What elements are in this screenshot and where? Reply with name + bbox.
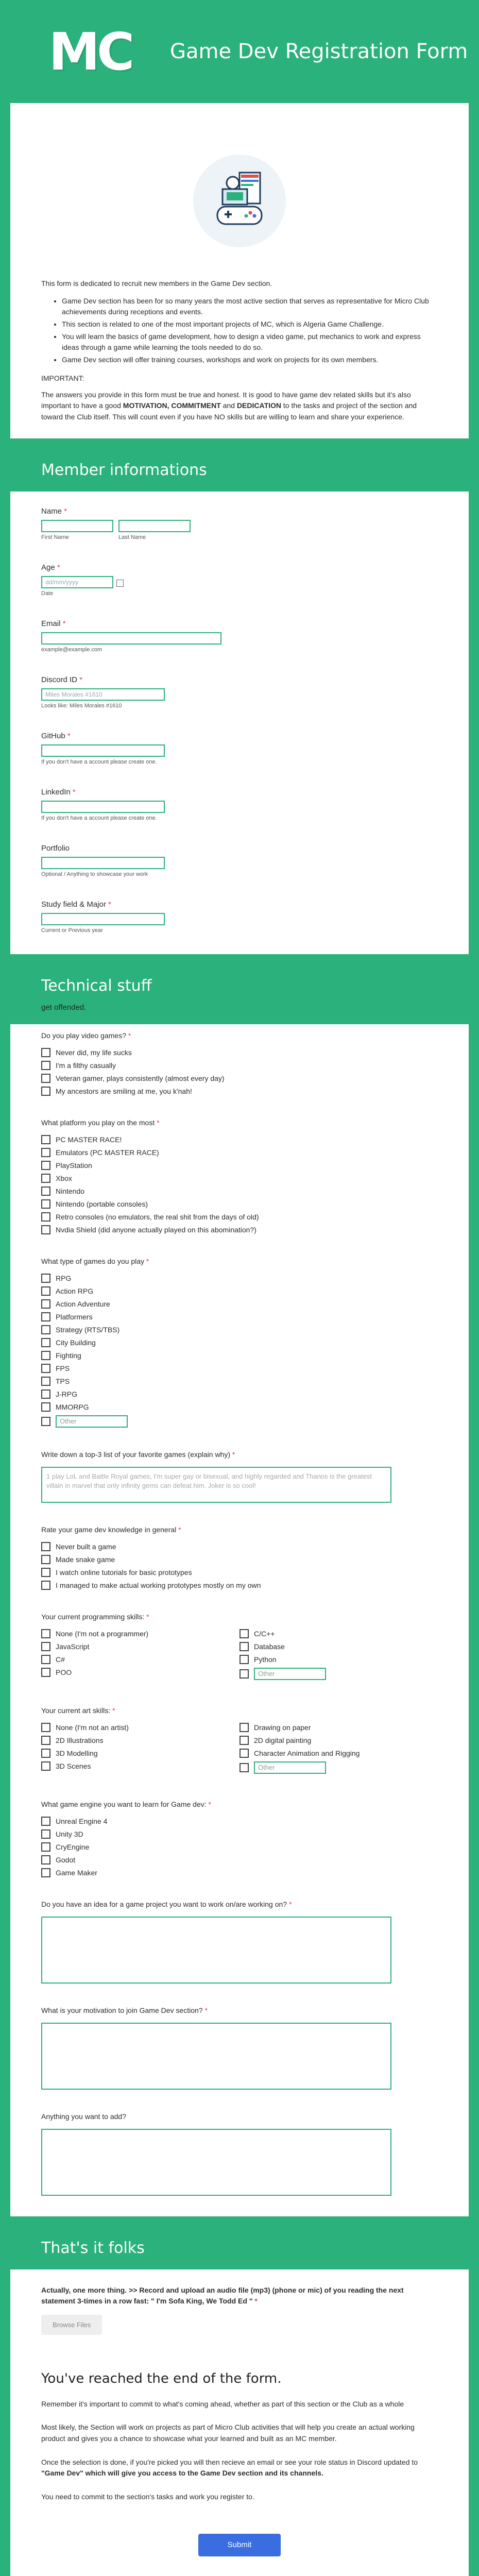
end-paragraph [41, 2457, 438, 2479]
option-label: 3D Scenes [56, 1761, 91, 1770]
name-row [41, 520, 438, 540]
checkbox-option[interactable] [41, 1829, 438, 1839]
option-label: FPS [56, 1364, 70, 1372]
intro-bullets [62, 296, 438, 366]
other-input[interactable]: Other [254, 1761, 326, 1774]
intro-bullet: • You will learn the basics of game development, how to design a video game, put mechanics to work and express ideas through a game while learning the tools needed to do so. [62, 331, 438, 353]
checkbox-option[interactable] [41, 1817, 438, 1826]
required-mark: * [108, 900, 111, 909]
checkbox[interactable] [41, 1842, 50, 1852]
question-text: Your current art skills: [41, 1706, 111, 1715]
checkbox-option[interactable] [41, 1274, 438, 1283]
option-label: Xbox [56, 1174, 72, 1182]
checkbox-option[interactable] [41, 1351, 438, 1360]
question-label [41, 1613, 438, 1621]
q-project-idea [41, 1900, 438, 1984]
checkbox[interactable] [41, 1087, 50, 1096]
left-col [41, 1723, 239, 1777]
q-engine [41, 1800, 438, 1877]
checkbox[interactable] [41, 1148, 50, 1157]
label-text: GitHub [41, 731, 65, 740]
checkbox-option[interactable] [41, 1212, 438, 1222]
field-label [41, 732, 438, 740]
gamedev-badge-icon [193, 155, 286, 247]
question-text: Do you have an idea for a game project you want to work on/are working on? [41, 1900, 287, 1908]
question-label [41, 1257, 438, 1265]
anything-else-textarea[interactable] [41, 2129, 391, 2196]
first-name-col [41, 520, 113, 540]
end-text-part: Once the selection is done, if you're picked you will then recieve an email or see your role status in Discord updated to [41, 2458, 418, 2466]
required-mark: * [67, 731, 71, 740]
checkbox[interactable] [41, 1199, 50, 1209]
important-text-part: to the tasks and project of the section and toward the Club itself. This will count even if you have NO skills but are willing to learn and share your experience. [41, 401, 417, 421]
checkbox-option[interactable] [41, 1148, 438, 1157]
option-label: 3D Modelling [56, 1749, 98, 1757]
question-label [41, 1118, 438, 1127]
radio-option[interactable] [41, 1555, 438, 1564]
option-label: Character Animation and Rigging [254, 1749, 360, 1757]
checkbox-option[interactable] [239, 1655, 438, 1664]
label-text: Age [41, 563, 55, 572]
checkbox-option[interactable] [41, 1377, 438, 1386]
last-name-col [118, 520, 191, 540]
first-name-input[interactable] [41, 520, 113, 532]
question-label [41, 1900, 438, 1908]
radio-option[interactable] [41, 1048, 438, 1057]
checkbox[interactable] [41, 1542, 50, 1551]
checkbox-option[interactable] [41, 1312, 438, 1321]
checkbox-option[interactable] [41, 1338, 438, 1347]
important-bold: DEDICATION [236, 401, 282, 410]
option-label: Game Maker [56, 1868, 97, 1877]
question-label [41, 1706, 438, 1715]
checkbox[interactable] [41, 1074, 50, 1083]
checkbox-option[interactable] [41, 1161, 438, 1170]
checkbox-option[interactable] [41, 1199, 438, 1209]
checkbox[interactable] [239, 1736, 249, 1745]
checkbox-option[interactable] [41, 1642, 239, 1651]
option-label: Database [254, 1642, 285, 1651]
required-mark: * [288, 1900, 292, 1908]
age-input[interactable]: dd/mm/yyyy [41, 576, 113, 588]
age-field [41, 563, 438, 597]
checkbox-option[interactable] [239, 1749, 438, 1758]
checkbox[interactable] [41, 1402, 50, 1412]
required-mark: * [254, 2296, 258, 2305]
linkedin-hint: If you don't have a account please create one. [41, 815, 157, 821]
checkbox[interactable] [41, 1761, 50, 1771]
required-mark: * [157, 1118, 160, 1127]
study-hint: Current or Previous year [41, 927, 103, 934]
two-col-options [41, 1629, 438, 1684]
two-col-options [41, 1723, 438, 1777]
end-card [10, 2269, 469, 2576]
option-label: Drawing on paper [254, 1723, 311, 1732]
q-platform [41, 1118, 438, 1234]
linkedin-field [41, 788, 438, 821]
checkbox[interactable] [41, 1749, 50, 1758]
checkbox[interactable] [41, 1187, 50, 1196]
option-label: Action Adventure [56, 1299, 110, 1308]
important-text-part: The answers you provide in this form must be true and honest. It is good to have game dev related skills but it's also important to have a good [41, 390, 411, 410]
submit-wrap [41, 2503, 438, 2576]
question-text: What type of games do you play [41, 1257, 144, 1265]
mc-logo: MC [48, 21, 132, 82]
upload-question [41, 2269, 438, 2307]
checkbox-option[interactable] [41, 1299, 438, 1309]
checkbox-option[interactable] [41, 1723, 239, 1732]
option-label: POO [56, 1668, 72, 1676]
checkbox[interactable] [41, 1299, 50, 1309]
end-bold: "Game Dev" which will give you access to the Game Dev section and its channels. [41, 2469, 323, 2478]
intro-lead: This form is dedicated to recruit new members in the Game Dev section. [41, 279, 272, 287]
section-tech-header [10, 964, 469, 1024]
option-label: C/C++ [254, 1629, 275, 1638]
section-title: Technical stuff [41, 976, 152, 995]
required-mark: * [178, 1525, 181, 1534]
option-label: C# [56, 1655, 65, 1664]
section-end-header [10, 2227, 469, 2269]
checkbox-option[interactable] [41, 1736, 239, 1745]
required-mark: * [204, 2006, 208, 2014]
checkbox[interactable] [41, 1389, 50, 1399]
checkbox-option[interactable] [239, 1629, 438, 1638]
checkbox[interactable] [41, 1048, 50, 1057]
required-mark: * [62, 619, 66, 628]
required-mark: * [79, 675, 83, 684]
top3-textarea[interactable]: 1 play LoL and Battle Royal games, I'm super gay or bisexual, and highly regarded and Thanos is the greatest villain in marvel that only infinity gems can defeat him. Joker is so cool! [41, 1467, 391, 1503]
field-label [41, 788, 438, 796]
q-top3 [41, 1450, 438, 1503]
required-mark: * [112, 1706, 115, 1715]
option-label: PC MASTER RACE! [56, 1135, 122, 1144]
option-label: Fighting [56, 1351, 81, 1360]
option-label: Godot [56, 1855, 76, 1864]
option-label: Unity 3D [56, 1829, 83, 1838]
checkbox[interactable] [41, 1274, 50, 1283]
portfolio-field [41, 844, 438, 877]
end-paragraph: You need to commit to the section's tasks and work you register to. [41, 2493, 254, 2501]
required-mark: * [57, 563, 60, 572]
checkbox[interactable] [239, 1655, 249, 1664]
radio-option[interactable] [41, 1087, 438, 1096]
discord-input[interactable]: Miles Morales #1610 [41, 688, 165, 701]
q-motivation [41, 2006, 438, 2090]
option-label: Made snake game [56, 1555, 115, 1564]
checkbox[interactable] [41, 1829, 50, 1839]
checkbox-option[interactable] [239, 1736, 438, 1745]
field-label [41, 563, 438, 572]
last-name-input[interactable] [118, 520, 191, 532]
submit-button[interactable]: Submit [198, 2534, 281, 2556]
section-title: That's it folks [41, 2239, 145, 2257]
label-text: Study field & Major [41, 900, 106, 909]
option-label: RPG [56, 1274, 72, 1282]
checkbox-option[interactable] [41, 1749, 239, 1758]
important-text-part: and [220, 401, 237, 410]
checkbox[interactable] [41, 1338, 50, 1347]
required-mark: * [208, 1800, 211, 1808]
right-col [239, 1629, 438, 1684]
other-input[interactable]: Other [56, 1415, 128, 1428]
required-mark: * [128, 1031, 131, 1040]
member-fields [10, 492, 469, 954]
checkbox[interactable] [41, 1417, 50, 1426]
option-label: None (I'm not an artist) [56, 1723, 129, 1732]
required-mark: * [232, 1450, 235, 1459]
checkbox[interactable] [41, 1723, 50, 1732]
age-hint: Date [41, 590, 54, 597]
question-text: What platform you play on the most [41, 1118, 155, 1127]
checkbox[interactable] [41, 1655, 50, 1664]
checkbox-option[interactable] [41, 1187, 438, 1196]
project-idea-textarea[interactable] [41, 1917, 391, 1984]
option-label: Nvdia Shield (did anyone actually played on this abomination?) [56, 1225, 256, 1234]
checkbox-option[interactable] [41, 1225, 438, 1234]
checkbox[interactable] [41, 1312, 50, 1321]
checkbox[interactable] [41, 1286, 50, 1296]
checkbox-option-other[interactable] [239, 1761, 438, 1774]
checkbox-option[interactable] [41, 1842, 438, 1852]
motivation-textarea[interactable] [41, 2023, 391, 2090]
checkbox-option[interactable] [41, 1761, 239, 1771]
question-text: Write down a top-3 list of your favorite games (explain why) [41, 1450, 231, 1459]
checkbox[interactable] [239, 1723, 249, 1732]
checkbox-option-other[interactable] [41, 1415, 438, 1428]
browse-files-button[interactable]: Browse Files [41, 2315, 102, 2335]
option-label: Strategy (RTS/TBS) [56, 1325, 120, 1334]
checkbox-option[interactable] [41, 1174, 438, 1183]
option-label: Nintendo (portable consoles) [56, 1199, 148, 1208]
github-field [41, 732, 438, 765]
option-label: Unreal Engine 4 [56, 1817, 108, 1825]
question-label [41, 1800, 438, 1808]
question-label: Anything you want to add? [41, 2112, 127, 2121]
question-text: Your current programming skills: [41, 1612, 145, 1621]
option-label: Platformers [56, 1312, 93, 1321]
github-hint: If you don't have a account please create one. [41, 758, 157, 765]
checkbox-option[interactable] [41, 1135, 438, 1144]
checkbox-option-other[interactable] [239, 1668, 438, 1680]
calendar-icon[interactable] [116, 580, 124, 587]
option-label: Veteran gamer, plays consistently (almost every day) [56, 1074, 225, 1082]
important-bold: MOTIVATION, COMMITMENT [123, 401, 221, 410]
q-programming [41, 1613, 438, 1684]
required-mark: * [146, 1612, 149, 1621]
checkbox[interactable] [41, 1161, 50, 1170]
important-text [41, 389, 438, 423]
checkbox[interactable] [41, 1668, 50, 1677]
last-name-hint: Last Name [118, 534, 146, 540]
name-field [41, 507, 438, 540]
field-label: Portfolio [41, 843, 70, 853]
study-field [41, 900, 438, 934]
portfolio-input[interactable] [41, 857, 165, 869]
checkbox[interactable] [41, 1174, 50, 1183]
section-subtitle: get offended. [41, 1003, 87, 1012]
required-mark: * [72, 787, 76, 796]
checkbox[interactable] [239, 1642, 249, 1651]
checkbox[interactable] [41, 1364, 50, 1373]
left-col [41, 1629, 239, 1684]
github-input[interactable] [41, 744, 165, 757]
right-col [239, 1723, 438, 1777]
important-label: IMPORTANT: [41, 374, 84, 382]
field-label [41, 675, 438, 684]
q-game-types [41, 1257, 438, 1428]
radio-option[interactable] [41, 1581, 438, 1590]
checkbox-option[interactable] [239, 1642, 438, 1651]
email-input[interactable] [41, 632, 221, 645]
option-label: Retro consoles (no emulators, the real shit from the days of old) [56, 1212, 259, 1221]
q-anything-else [41, 2112, 438, 2196]
label-text: Name [41, 506, 62, 516]
checkbox[interactable] [41, 1736, 50, 1745]
checkbox-option[interactable] [41, 1855, 438, 1865]
end-paragraph: Most likely, the Section will work on projects as part of Micro Club activities that will help you create an actual working product and gives you a chance to showcase what your learned and built as an MC member. [41, 2423, 415, 2443]
age-row [41, 576, 438, 588]
form-header [0, 0, 479, 103]
checkbox-option[interactable] [41, 1402, 438, 1412]
linkedin-input[interactable] [41, 801, 165, 813]
option-label: I managed to make actual working prototypes mostly on my own [56, 1581, 261, 1589]
question-label [41, 2006, 438, 2014]
question-label [41, 1031, 438, 1040]
option-label: None (I'm not a programmer) [56, 1629, 149, 1638]
radio-option[interactable] [41, 1568, 438, 1577]
study-input[interactable] [41, 913, 165, 925]
option-label: I watch online tutorials for basic prototypes [56, 1568, 192, 1577]
checkbox-option[interactable] [41, 1286, 438, 1296]
upload-question-text: Actually, one more thing. >> Record and upload an audio file (mp3) (phone or mic) of you reading the next statement 3-times in a row fast: " I'm Sofa King, We Todd Ed " [41, 2285, 404, 2305]
checkbox[interactable] [41, 1351, 50, 1360]
checkbox[interactable] [41, 1135, 50, 1144]
intro-bullet: • Game Dev section has been for so many years the most active section that serves as representative for Micro Club achievements during receptions and events. [62, 296, 438, 318]
intro-bullet: • This section is related to one of the most important projects of MC, which is Algeria Game Challenge. [62, 319, 438, 330]
option-label: I'm a filthy casually [56, 1061, 116, 1070]
checkbox-option[interactable] [41, 1325, 438, 1334]
label-text: Discord ID [41, 675, 78, 684]
question-text: Do you play video games? [41, 1031, 126, 1040]
checkbox[interactable] [239, 1749, 249, 1758]
checkbox[interactable] [41, 1555, 50, 1564]
form-title: Game Dev Registration Form [170, 40, 468, 63]
checkbox-option[interactable] [41, 1655, 239, 1664]
gamedev-badge-wrap [41, 155, 438, 247]
question-text: What is your motivation to join Game Dev section? [41, 2006, 203, 2014]
option-label: Nintendo [56, 1187, 85, 1195]
option-label: Emulators (PC MASTER RACE) [56, 1148, 159, 1157]
first-name-hint: First Name [41, 534, 69, 540]
checkbox[interactable] [41, 1855, 50, 1865]
section-member-header [10, 449, 469, 492]
intro-card [10, 103, 469, 438]
intro-bullet: • Game Dev section will offer training courses, workshops and work on projects for its own members. [62, 354, 438, 366]
q-art [41, 1706, 438, 1777]
option-label: City Building [56, 1338, 96, 1347]
label-text: LinkedIn [41, 787, 71, 796]
q-knowledge [41, 1526, 438, 1590]
discord-hint: Looks like: Miles Morales #1610 [41, 702, 122, 709]
checkbox[interactable] [41, 1581, 50, 1590]
checkbox[interactable] [41, 1629, 50, 1638]
email-hint: example@example.com [41, 646, 102, 653]
checkbox[interactable] [239, 1763, 249, 1772]
q-play-games [41, 1031, 438, 1096]
question-label [41, 1450, 438, 1459]
checkbox-option[interactable] [41, 1364, 438, 1373]
email-field [41, 619, 438, 653]
radio-option[interactable] [41, 1074, 438, 1083]
option-label: J-RPG [56, 1389, 77, 1398]
end-paragraph: Remember it's important to commit to what's coming ahead, whether as part of this section or the Club as a whole [41, 2399, 404, 2408]
checkbox-option[interactable] [41, 1629, 239, 1638]
option-label: PlayStation [56, 1161, 92, 1170]
label-text: Email [41, 619, 61, 628]
option-label: My ancestors are smiling at me, you k'nah! [56, 1087, 192, 1095]
checkbox[interactable] [41, 1225, 50, 1234]
question-label [41, 1526, 438, 1534]
checkbox-option[interactable] [41, 1668, 239, 1677]
checkbox-option[interactable] [41, 1868, 438, 1877]
option-label: 2D Illustrations [56, 1736, 104, 1744]
field-label [41, 619, 438, 628]
option-label: MMORPG [56, 1402, 89, 1411]
option-label: Never built a game [56, 1542, 116, 1551]
checkbox[interactable] [41, 1061, 50, 1070]
checkbox-option[interactable] [41, 1389, 438, 1399]
radio-option[interactable] [41, 1542, 438, 1551]
question-text: What game engine you want to learn for Game dev: [41, 1800, 207, 1808]
field-label [41, 900, 438, 909]
checkbox[interactable] [41, 1377, 50, 1386]
tech-fields [10, 1024, 469, 2216]
checkbox[interactable] [239, 1629, 249, 1638]
option-label: Never did, my life sucks [56, 1048, 132, 1057]
checkbox[interactable] [239, 1669, 249, 1679]
portfolio-hint: Optional / Anything to showcase your work [41, 871, 148, 877]
option-label: TPS [56, 1377, 70, 1385]
other-input[interactable]: Other [254, 1668, 326, 1680]
option-label: Action RPG [56, 1286, 94, 1295]
option-label: 2D digital painting [254, 1736, 312, 1744]
field-label [41, 507, 438, 516]
option-label: Python [254, 1655, 277, 1664]
end-title: You've reached the end of the form. [41, 2370, 282, 2386]
option-label: JavaScript [56, 1642, 90, 1651]
discord-field [41, 675, 438, 709]
required-mark: * [64, 506, 67, 516]
section-title: Member informations [41, 461, 207, 479]
checkbox[interactable] [41, 1568, 50, 1577]
checkbox-option[interactable] [239, 1723, 438, 1732]
required-mark: * [146, 1257, 149, 1265]
checkbox[interactable] [41, 1212, 50, 1222]
checkbox[interactable] [41, 1642, 50, 1651]
question-text: Rate your game dev knowledge in general [41, 1525, 177, 1534]
checkbox[interactable] [41, 1325, 50, 1334]
checkbox[interactable] [41, 1868, 50, 1877]
option-label: CryEngine [56, 1842, 90, 1851]
checkbox[interactable] [41, 1817, 50, 1826]
radio-option[interactable] [41, 1061, 438, 1070]
